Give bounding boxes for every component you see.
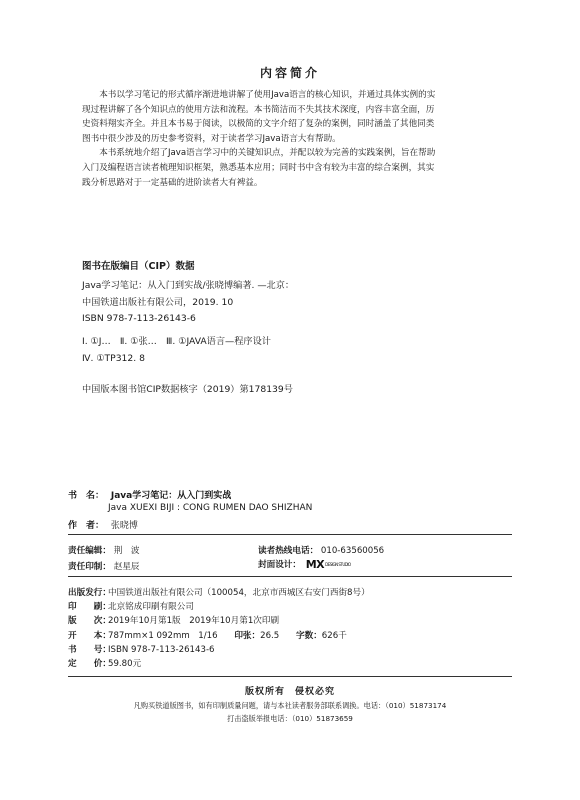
- summary-line: 本书系统地介绍了Java语言学习中的关键知识点，并配以较为完善的实践案例，旨在帮助: [99, 148, 436, 159]
- divider: [68, 534, 512, 535]
- edition-row: [68, 614, 370, 628]
- summary-line: 践分析思路对于一定基础的进阶读者大有裨益。: [82, 177, 263, 188]
- copyright-notice-title: 版权所有 侵权必究: [244, 687, 335, 697]
- summary-heading: 内容简介: [259, 66, 320, 80]
- summary-paragraph-1: [82, 88, 500, 146]
- divider: [68, 576, 512, 577]
- sheets-value: 26.5: [260, 630, 280, 641]
- publication-details: [68, 586, 370, 671]
- summary-paragraph-2: [82, 146, 500, 190]
- design-studio-logo: [305, 558, 351, 571]
- summary-line: 图书中很少涉及的历史参考资料，对于读者学习Java语言大有帮助。: [82, 133, 341, 144]
- printer-name: 赵星辰: [113, 562, 140, 572]
- book-title-pinyin: Java XUEXI BIJI : CONG RUMEN DAO SHIZHAN: [108, 503, 313, 513]
- cip-record: [82, 278, 294, 328]
- editor-name: 荆 波: [113, 546, 140, 556]
- hotline-label: 读者热线电话：: [258, 546, 319, 556]
- price-label: 定 价：: [68, 659, 111, 670]
- summary-line: 史资料翔实齐全。并且本书易于阅读，以极简的文字介绍了复杂的案例，同时涵盖了其他同类: [82, 119, 435, 130]
- format-row: [68, 629, 370, 643]
- publisher-label: 出版发行：: [68, 588, 111, 598]
- editor-credit: [68, 544, 140, 556]
- hotline-number: 010-63560056: [320, 546, 385, 556]
- book-title-row: [68, 488, 231, 501]
- isbn-label: 书 号：: [68, 644, 111, 655]
- logo-subtext: DESIGN STUDIO: [325, 562, 351, 567]
- price-row: [68, 657, 370, 671]
- book-summary: [82, 88, 500, 190]
- words-value: 626千: [321, 630, 347, 641]
- book-title: Java学习笔记：从入门到实战: [110, 491, 232, 501]
- edition-value: 2019年10月第1版 2019年10月第1次印刷: [108, 616, 280, 627]
- format-value: 787mm×1 092mm 1/16: [108, 630, 218, 641]
- book-title-label: 书 名：: [68, 491, 105, 501]
- cip-line: Ⅳ. ①TP312. 8: [82, 352, 145, 364]
- format-label: 开 本：: [68, 630, 111, 641]
- cip-approval-number: 中国版本图书馆CIP数据核字（2019）第178139号: [82, 384, 293, 395]
- edition-label: 版 次：: [68, 616, 111, 627]
- author-row: [68, 518, 138, 531]
- publisher-value: 中国铁道出版社有限公司（100054，北京市西城区右安门西街8号）: [108, 588, 370, 598]
- isbn-row: [68, 643, 370, 657]
- logo-mark: MX: [305, 558, 325, 571]
- sheets-label: 印张：: [234, 630, 261, 641]
- summary-line: 本书以学习笔记的形式循序渐进地讲解了使用Java语言的核心知识，并通过具体实例的实: [99, 90, 436, 100]
- cover-design-credit: [258, 558, 351, 571]
- printing-value: 北京铭成印刷有限公司: [108, 602, 194, 613]
- cip-classification: [82, 334, 271, 367]
- editor-label: 责任编辑：: [68, 546, 111, 556]
- piracy-report-notice: 打击盗版举报电话：（010）51873659: [227, 714, 353, 723]
- price-value: 59.80元: [108, 659, 142, 670]
- printer-label: 责任印制：: [68, 562, 111, 572]
- cip-line: Java学习笔记：从入门到实战/张晓博编著. —北京：: [82, 280, 295, 291]
- words-label: 字数：: [296, 630, 322, 641]
- quality-service-notice: 凡购买铁道版图书，如有印制质量问题，请与本社读者服务部联系调换。电话：（010）51873174: [133, 701, 447, 710]
- summary-line: 入门及编程语言读者梳理知识框架，熟悉基本应用；同时书中含有较为丰富的综合案例，其实: [82, 162, 435, 173]
- cip-line: 中国铁道出版社有限公司，2019. 10: [82, 296, 234, 308]
- divider: [68, 676, 512, 677]
- printing-row: [68, 600, 370, 614]
- cip-title: 图书在版编目（CIP）数据: [82, 261, 195, 272]
- printer-credit: [68, 560, 140, 572]
- cip-line: Ⅰ. ①J… Ⅱ. ①张… Ⅲ. ①JAVA语言—程序设计: [82, 336, 271, 347]
- cip-line: ISBN 978-7-113-26143-6: [82, 313, 196, 324]
- printing-label: 印 刷：: [68, 602, 111, 613]
- publisher-row: [68, 586, 370, 600]
- cover-design-label: 封面设计：: [258, 560, 301, 570]
- author-label: 作 者：: [68, 521, 105, 531]
- isbn-value: ISBN 978-7-113-26143-6: [108, 644, 215, 655]
- hotline-credit: [258, 544, 384, 556]
- author-name: 张晓博: [110, 521, 138, 531]
- summary-line: 现过程讲解了各个知识点的使用方法和流程。本书简洁而不失其技术深度，内容丰富全面，历: [82, 104, 435, 115]
